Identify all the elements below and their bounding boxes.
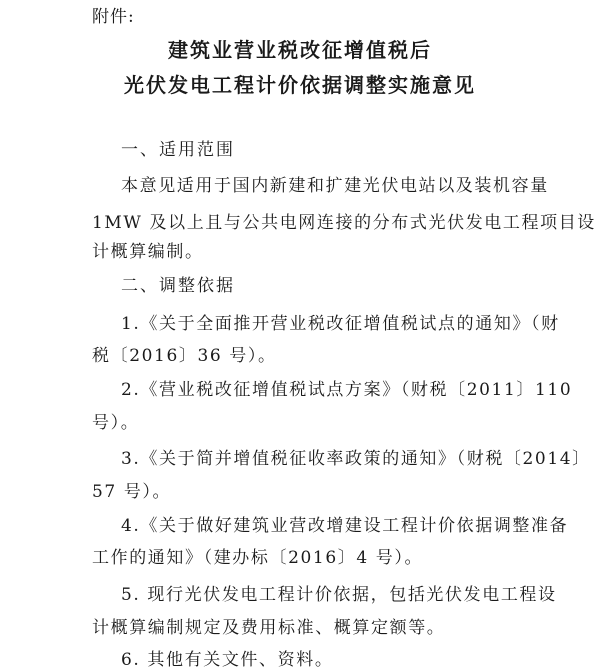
title-line-1: 建筑业营业税改征增值税后 (168, 38, 432, 62)
paragraph-line: 计概算编制。 (92, 242, 204, 262)
list-item-line: 工作的通知》（建办标〔2016〕4 号）。 (92, 548, 424, 568)
list-item-line: 号）。 (92, 413, 140, 433)
list-item-line: 4.《关于做好建筑业营改增建设工程计价依据调整准备 (121, 516, 569, 536)
list-item-line: 计概算编制规定及费用标准、概算定额等。 (92, 618, 446, 638)
paragraph-line: 1MW 及以上且与公共电网连接的分布式光伏发电工程项目设 (92, 213, 596, 233)
list-item-line: 6. 其他有关文件、资料。 (121, 650, 334, 670)
list-item-line: 3.《关于简并增值税征收率政策的通知》（财税〔2014〕 (121, 449, 591, 469)
list-item-line: 1.《关于全面推开营业税改征增值税试点的通知》（财 (121, 314, 560, 334)
section-heading-scope: 一、适用范围 (121, 140, 235, 160)
attachment-label: 附件: (92, 7, 135, 27)
list-item-line: 5. 现行光伏发电工程计价依据，包括光伏发电工程设 (121, 585, 557, 605)
paragraph-line: 本意见适用于国内新建和扩建光伏电站以及装机容量 (121, 176, 549, 196)
title-line-2: 光伏发电工程计价依据调整实施意见 (124, 73, 476, 97)
list-item-line: 2.《营业税改征增值税试点方案》（财税〔2011〕110 (121, 380, 573, 400)
section-heading-basis: 二、调整依据 (121, 276, 235, 296)
list-item-line: 57 号）。 (92, 482, 172, 502)
list-item-line: 税〔2016〕36 号）。 (92, 346, 277, 366)
